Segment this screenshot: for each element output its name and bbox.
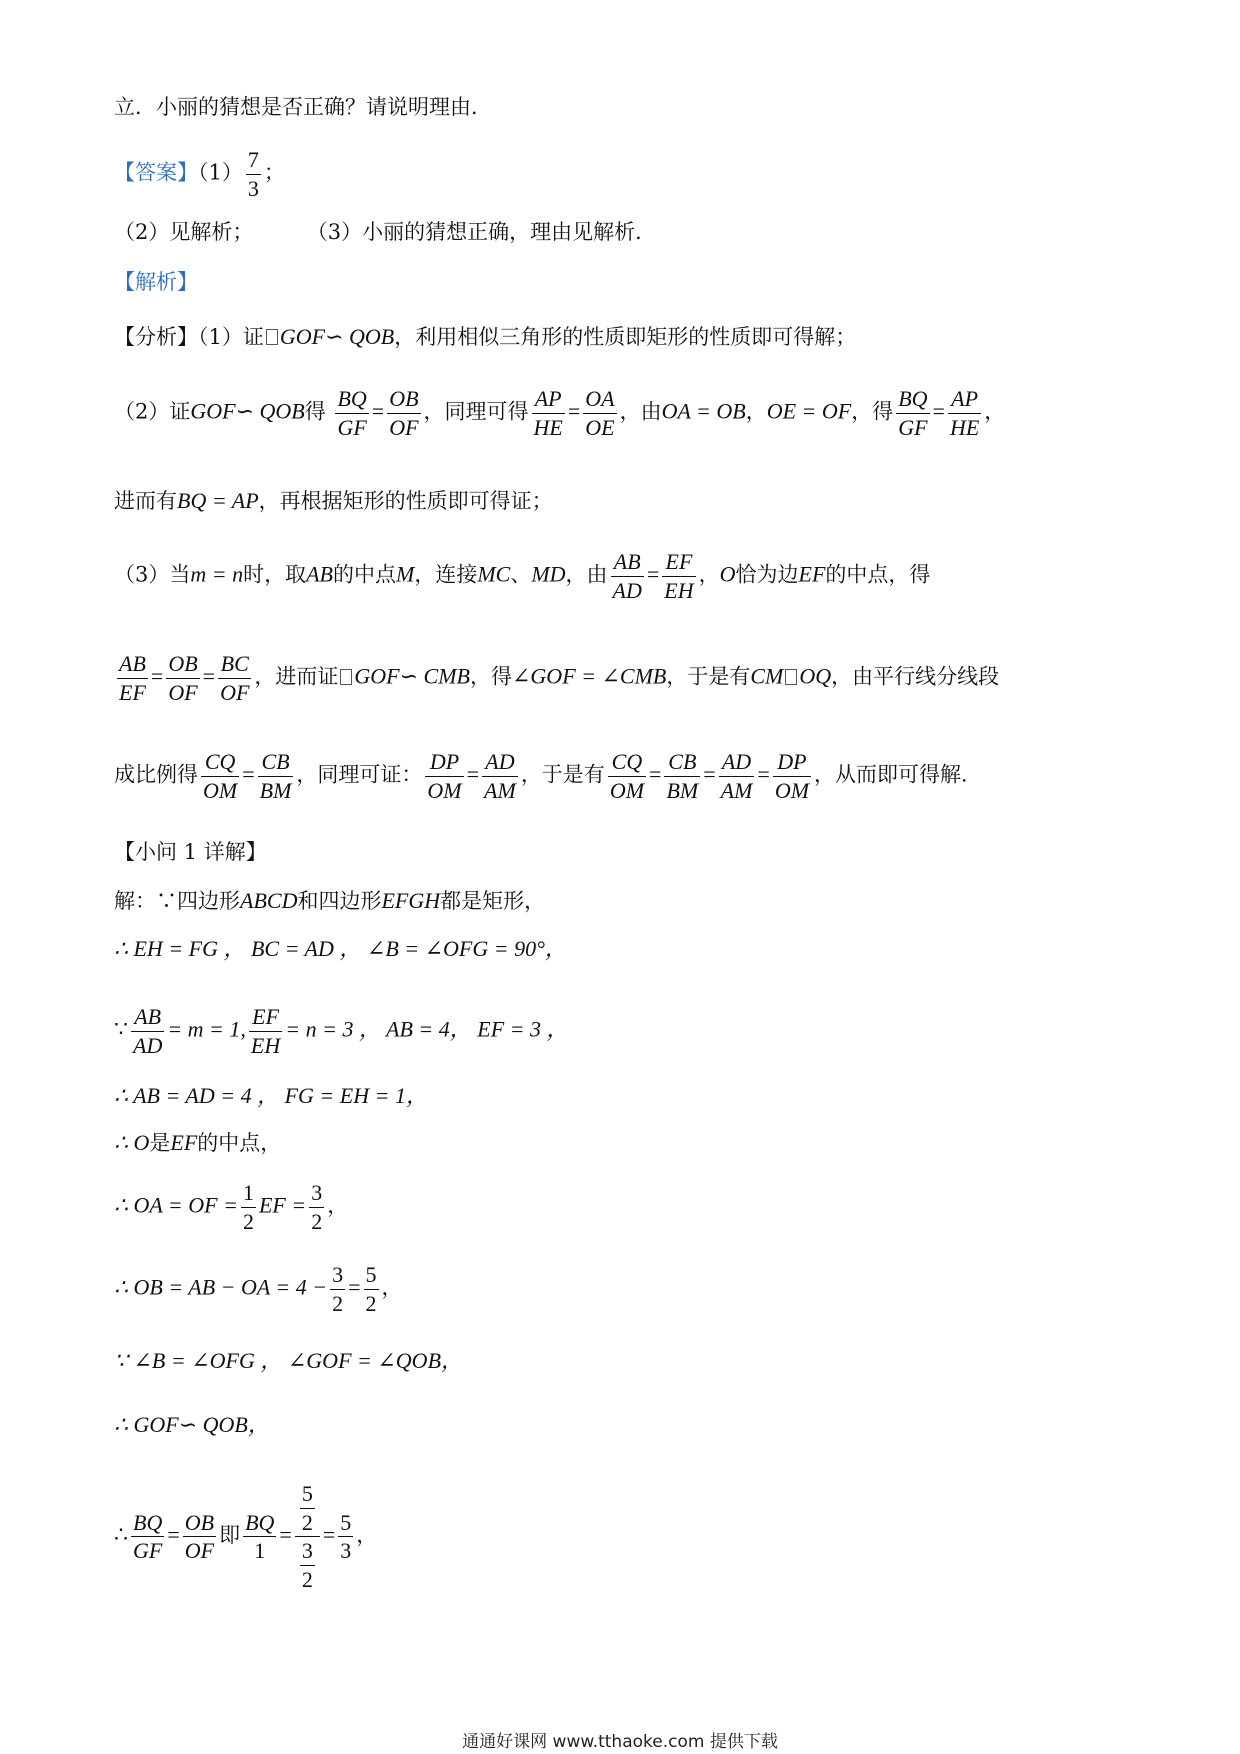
text: 和四边形 <box>297 889 382 913</box>
parallel-glyph <box>785 669 797 685</box>
numerator: 5 <box>300 1480 315 1509</box>
math: EF <box>381 888 409 913</box>
math: = <box>202 663 216 689</box>
text: 解：∵四边形 <box>114 889 240 913</box>
text: ， <box>698 562 720 587</box>
denominator: 1 <box>254 1538 266 1563</box>
numerator: AD <box>482 748 518 777</box>
fraction <box>300 1480 315 1536</box>
text: 的中点 <box>333 562 396 587</box>
math: EF <box>798 561 826 587</box>
complex-fraction <box>295 1480 320 1593</box>
denominator: 2 <box>301 1509 313 1535</box>
text: ，得 <box>469 664 512 689</box>
math: M <box>396 561 415 587</box>
math: = <box>150 663 164 689</box>
numerator: 3 <box>300 1537 315 1566</box>
fraction <box>183 1509 216 1565</box>
page-footer <box>0 1734 1240 1751</box>
numerator: DP <box>773 748 811 777</box>
therefore-symbol: ∴ <box>114 1522 128 1547</box>
text: 得 <box>304 399 326 424</box>
text: ，于是有 <box>666 664 751 689</box>
numerator: AB <box>117 650 148 679</box>
fraction <box>131 1509 164 1565</box>
text: 【分析】（1）证 <box>114 325 264 349</box>
fraction <box>948 385 981 441</box>
numerator: OA <box>583 385 616 414</box>
solution-line-10 <box>114 1480 377 1593</box>
text: ，同理可证： <box>296 762 423 787</box>
denominator: EF <box>119 679 146 705</box>
solution-line-7 <box>114 1261 403 1317</box>
solution-line-3 <box>114 1003 569 1059</box>
numerator: BQ <box>243 1509 276 1538</box>
fraction <box>246 146 261 202</box>
math: = <box>322 1522 336 1547</box>
math: = <box>279 1522 292 1547</box>
text: 进而有 <box>114 489 177 513</box>
text: （1） <box>198 160 243 185</box>
denominator: 3 <box>247 175 259 201</box>
numerator: 7 <box>246 146 261 175</box>
math: ∵ ∠B = ∠OFG ， ∠GOF = ∠QOB， <box>114 1348 464 1373</box>
denominator: BM <box>259 777 292 803</box>
text: 恰为边 <box>735 562 799 587</box>
fraction <box>773 748 811 804</box>
text: 成比例得 <box>114 762 198 787</box>
numerator: 3 <box>309 1179 324 1208</box>
math: = <box>703 761 716 787</box>
denominator: 3 <box>340 1538 352 1563</box>
analysis-line-2 <box>114 385 1005 441</box>
fraction <box>249 1003 282 1059</box>
text: ， <box>381 1275 403 1300</box>
numerator: BQ <box>131 1509 164 1538</box>
denominator: GF <box>898 414 928 440</box>
math: = <box>567 398 581 424</box>
fraction <box>131 1003 164 1059</box>
numerator: EF <box>249 1003 282 1032</box>
denominator: 2 <box>311 1208 323 1234</box>
denominator: OE <box>585 414 615 440</box>
math: CM <box>750 663 784 689</box>
math: ∴ OA = OF = <box>114 1192 238 1218</box>
solution-line-2 <box>114 938 567 960</box>
fraction <box>583 385 616 441</box>
math: OA = OB <box>661 398 746 424</box>
numerator: AB <box>611 548 644 577</box>
denominator: AM <box>484 777 516 803</box>
denominator: BM <box>666 777 699 803</box>
denominator: OM <box>609 777 645 803</box>
triangle-glyph <box>266 329 278 345</box>
fraction <box>896 385 929 441</box>
denominator: 2 <box>365 1290 377 1316</box>
denominator: AM <box>720 777 753 803</box>
text: 是 <box>149 1131 171 1155</box>
fraction <box>166 650 199 706</box>
analysis-tag-line <box>114 272 198 293</box>
math: ∴ OB = AB − OA = 4 − <box>114 1274 328 1300</box>
text: 的中点，得 <box>825 562 931 587</box>
numerator: CB <box>664 748 700 777</box>
math: = n = 3 ， AB = 4， EF = 3 ， <box>285 1016 569 1042</box>
fraction <box>335 385 368 441</box>
text: ，同理可得 <box>423 399 529 424</box>
text: ，利用相似三角形的性质即矩形的性质即可得解； <box>394 325 857 349</box>
numerator: AP <box>948 385 981 414</box>
text: 的中点， <box>197 1131 282 1155</box>
math: m = n <box>190 561 244 587</box>
solution-line-9 <box>114 1414 270 1436</box>
fraction <box>309 1179 324 1235</box>
fraction <box>532 385 565 441</box>
denominator: OF <box>168 679 198 705</box>
text: ， <box>745 399 767 424</box>
solution-line-6 <box>114 1179 348 1235</box>
text: ，由 <box>565 562 608 587</box>
text: ， <box>984 399 1006 424</box>
denominator: GF <box>133 1538 163 1563</box>
numerator: 1 <box>241 1179 256 1208</box>
denominator: AD <box>133 1032 163 1058</box>
math: ∴ O <box>114 1130 150 1155</box>
analysis-line-6 <box>114 748 982 804</box>
denominator: AD <box>612 577 642 603</box>
solution-line-1: 解：∵四边形ABCD和四边形EFGH都是矩形， <box>114 888 546 913</box>
math: GOF∽ QOB <box>279 324 395 349</box>
analysis-line-5 <box>114 650 999 706</box>
denominator: OF <box>184 1538 215 1563</box>
math: ∴ AB = AD = 4 ， FG = EH = 1， <box>114 1083 428 1108</box>
numerator: 5 <box>364 1261 379 1290</box>
text: ，由 <box>619 399 662 424</box>
text: ， <box>356 1523 378 1547</box>
math: BQ = AP <box>177 488 259 513</box>
fraction <box>243 1509 276 1565</box>
text: ，再根据矩形的性质即可得证； <box>258 489 553 513</box>
footer-text: 通通好课网 www.tthaoke.com 提供下载 <box>462 1732 778 1752</box>
numerator: EF <box>662 548 695 577</box>
numerator: AB <box>131 1003 164 1032</box>
fraction <box>258 748 294 804</box>
denominator: HE <box>949 414 980 440</box>
math: OE = OF <box>766 398 852 424</box>
denominator: OM <box>427 777 462 803</box>
text: ，于是有 <box>520 762 605 787</box>
numerator: 5 <box>338 1509 353 1538</box>
numerator: DP <box>425 748 463 777</box>
denominator: OF <box>220 679 250 705</box>
text: 、 <box>510 562 532 587</box>
fraction <box>241 1179 256 1235</box>
text: ，从而即可得解． <box>814 762 983 787</box>
math: = <box>242 761 255 787</box>
fraction <box>425 748 463 804</box>
math: = <box>466 761 480 787</box>
text-line-1 <box>114 97 492 118</box>
text: （2）见解析； （3）小丽的猜想正确，理由见解析． <box>114 220 657 244</box>
math: = <box>649 761 662 787</box>
fraction <box>338 1509 353 1565</box>
analysis-line-1 <box>114 326 856 348</box>
numerator: BQ <box>335 385 368 414</box>
denominator: 2 <box>242 1208 254 1234</box>
solution-line-8 <box>114 1350 463 1372</box>
solution-line-5 <box>114 1132 281 1154</box>
answer-line: 【答案】（1） $\frac{7}{3}$ ； <box>114 147 285 201</box>
denominator: 2 <box>332 1290 344 1316</box>
numerator <box>295 1480 320 1537</box>
math: = <box>371 398 385 424</box>
denominator: EH <box>664 577 694 603</box>
math: EF <box>170 1130 198 1155</box>
analysis-tag: 【解析】 <box>114 270 198 294</box>
text: 时，取 <box>243 562 307 587</box>
math: MD <box>531 561 566 587</box>
numerator: CQ <box>608 748 646 777</box>
text: 立．小丽的猜想是否正确？请说明理由． <box>114 95 492 119</box>
fraction <box>719 748 755 804</box>
math: = <box>757 761 770 787</box>
math: = <box>646 561 660 587</box>
text: 都是矩形， <box>440 889 546 913</box>
fraction <box>664 748 700 804</box>
numerator: CQ <box>201 748 239 777</box>
math: ∴ EH = FG ， BC = AD ， ∠B = ∠OFG = 90°， <box>114 936 567 961</box>
fraction <box>662 548 695 604</box>
fraction <box>300 1537 315 1593</box>
numerator: AP <box>532 385 565 414</box>
analysis-line-4 <box>114 548 930 604</box>
numerator: OB <box>166 650 199 679</box>
denominator: EH <box>250 1032 281 1058</box>
text: （3）当 <box>114 562 191 587</box>
fraction <box>364 1261 379 1317</box>
text: ，由平行线分线段 <box>831 664 1000 689</box>
math: AB <box>306 561 333 587</box>
denominator: OM <box>774 777 810 803</box>
denominator: GF <box>337 414 367 440</box>
numerator: BQ <box>896 385 929 414</box>
math: OQ <box>799 663 832 689</box>
numerator: OB <box>183 1509 216 1538</box>
numerator: 3 <box>330 1261 345 1290</box>
denominator: HE <box>533 414 563 440</box>
numerator: CB <box>258 748 294 777</box>
text: （2）证 <box>114 399 191 424</box>
fraction <box>611 548 644 604</box>
analysis-line-3 <box>114 490 553 512</box>
math: EF = <box>258 1192 307 1218</box>
fraction <box>330 1261 345 1317</box>
text: ， <box>327 1193 349 1218</box>
math: = <box>348 1274 361 1300</box>
numerator: AD <box>719 748 755 777</box>
numerator: OB <box>387 385 420 414</box>
answer-line-2 <box>114 222 656 243</box>
math: O <box>719 561 736 587</box>
denominator <box>295 1537 320 1593</box>
text: 即 <box>219 1523 241 1547</box>
math: = <box>167 1522 180 1547</box>
denominator: OM <box>203 777 238 803</box>
math: ∴ GOF∽ QOB， <box>114 1412 270 1437</box>
text: ，进而证 <box>254 664 339 689</box>
text: ，连接 <box>414 562 478 587</box>
math: GOF∽ CMB <box>354 663 470 689</box>
section-heading <box>114 842 267 863</box>
denominator: 2 <box>301 1566 313 1592</box>
math: = m = 1, <box>167 1016 246 1042</box>
fraction <box>387 385 420 441</box>
solution-line-4 <box>114 1085 428 1107</box>
fraction <box>218 650 251 706</box>
math: ∠GOF = ∠CMB <box>511 663 667 689</box>
answer-tag: 【答案】 <box>114 160 198 185</box>
denominator: OF <box>389 414 419 440</box>
fraction <box>608 748 646 804</box>
math: = <box>932 398 945 424</box>
because-symbol: ∵ <box>114 1016 128 1042</box>
numerator: BC <box>218 650 251 679</box>
triangle-glyph <box>340 669 352 685</box>
fraction <box>117 650 148 706</box>
math: MC <box>477 561 511 587</box>
fraction <box>482 748 518 804</box>
text: 【小问 1 详解】 <box>114 840 267 864</box>
math: GOF∽ QOB <box>190 398 305 424</box>
math: AB <box>240 888 267 913</box>
text: ，得 <box>851 399 894 424</box>
fraction <box>201 748 239 804</box>
